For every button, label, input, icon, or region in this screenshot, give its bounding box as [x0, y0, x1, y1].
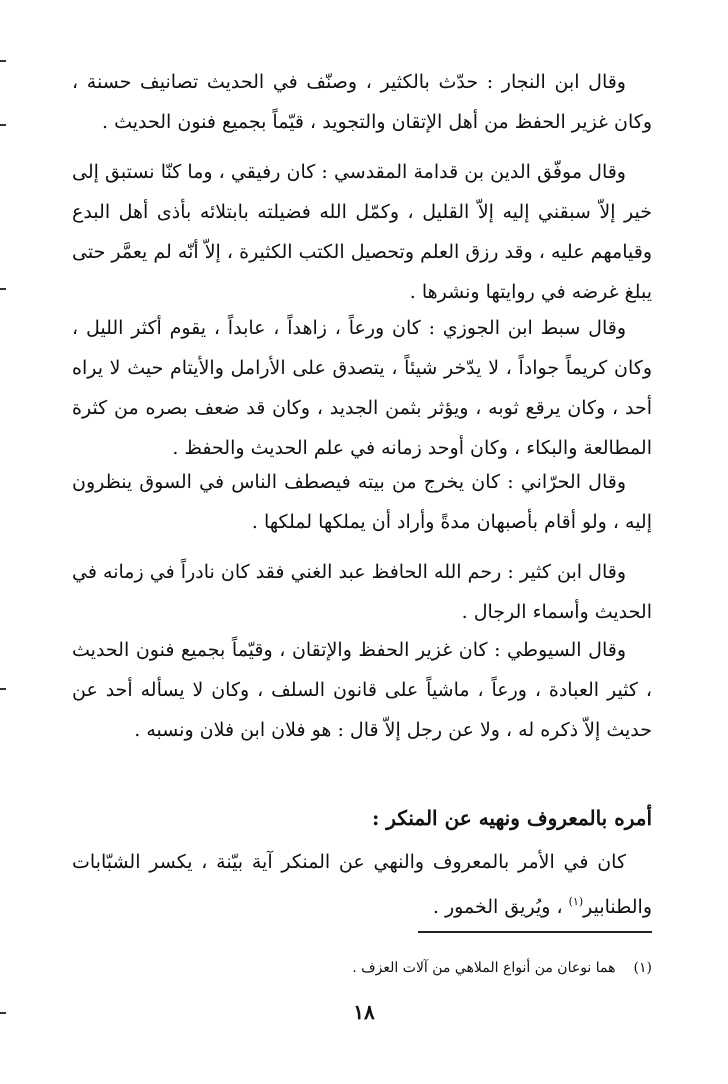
footnote-text: هما نوعان من أنواع الملاهي من آلات العزف . [352, 960, 616, 976]
paragraph-text: وقال ابن كثير : رحم الله الحافظ عبد الغني فقد كان نادراً في زمانه في الحديث وأسماء الرجال . [72, 561, 652, 623]
paragraph-ibn-qudama [72, 152, 652, 312]
paragraph-text: وقال سبط ابن الجوزي : كان ورعاً ، زاهداً ، عابداً ، يقوم أكثر الليل ، وكان كريماً جواداً ، لا يدّخر شيئاً ، يتصدق على الأرامل والأيتام حيث لا يراه أحد ، وكان يرقع ثوبه ، ويؤثر بثمن الجديد ، وكان قد ضعف بصره من كثرة المطالعة والبكاء ، وكان أوحد زمانه في علم الحديث والحفظ . [72, 317, 652, 459]
paragraph-text: وقال السيوطي : كان غزير الحفظ والإتقان ، وقيّماً بجميع فنون الحديث ، كثير العبادة ، ورعاً ، ماشياً على قانون السلف ، وكان لا يسأله أحد عن حديث إلاّ ذكره له ، ولا عن رجل إلاّ قال : هو فلان ابن فلان ونسبه . [72, 639, 652, 741]
scan-margin-mark [0, 124, 6, 126]
paragraph-text: وقال ابن النجار : حدّث بالكثير ، وصنّف في الحديث تصانيف حسنة ، وكان غزير الحفظ من أهل الإتقان والتجويد ، قيّماً بجميع فنون الحديث . [72, 71, 652, 133]
paragraph-enjoining-good [72, 842, 652, 927]
paragraph-text-after-note: ، ويُريق الخمور . [432, 896, 569, 918]
paragraph-text: وقال الحرّاني : كان يخرج من بيته فيصطف الناس في السوق ينظرون إليه ، ولو أقام بأصبهان مدةً وأراد أن يملكها لملكها . [72, 471, 652, 533]
footnote-marker: (١) [568, 895, 584, 908]
scan-margin-mark [0, 688, 6, 690]
scan-margin-mark [0, 60, 6, 62]
page-number: ١٨ [353, 1000, 375, 1024]
paragraph-ibn-al-najjar [72, 62, 652, 142]
footnote [72, 956, 652, 980]
paragraph-al-harrani [72, 462, 652, 542]
paragraph-sibt-ibn-al-jawzi [72, 308, 652, 468]
footnote-number: (١) [633, 960, 652, 976]
paragraph-text: وقال موفّق الدين بن قدامة المقدسي : كان رفيقي ، وما كنّا نستبق إلى خير إلاّ سبقني إليه إلاّ القليل ، وكمّل الله فضيلته بابتلائه بأذى أهل البدع وقيامهم عليه ، وقد رزق العلم وتحصيل الكتب الكثيرة ، إلاّ أنّه لم يعمَّر حتى يبلغ غرضه في روايتها ونشرها . [72, 161, 652, 303]
paragraph-al-suyuti [72, 630, 652, 750]
paragraph-text-before-note: كان في الأمر بالمعروف والنهي عن المنكر آية بيّنة ، يكسر الشبّابات والطنابير [72, 851, 652, 918]
paragraph-ibn-kathir [72, 552, 652, 632]
footnote-divider [418, 931, 652, 933]
paragraph-text [72, 842, 652, 927]
scan-margin-mark [0, 288, 6, 290]
section-heading: أمره بالمعروف ونهيه عن المنكر : [371, 806, 652, 830]
